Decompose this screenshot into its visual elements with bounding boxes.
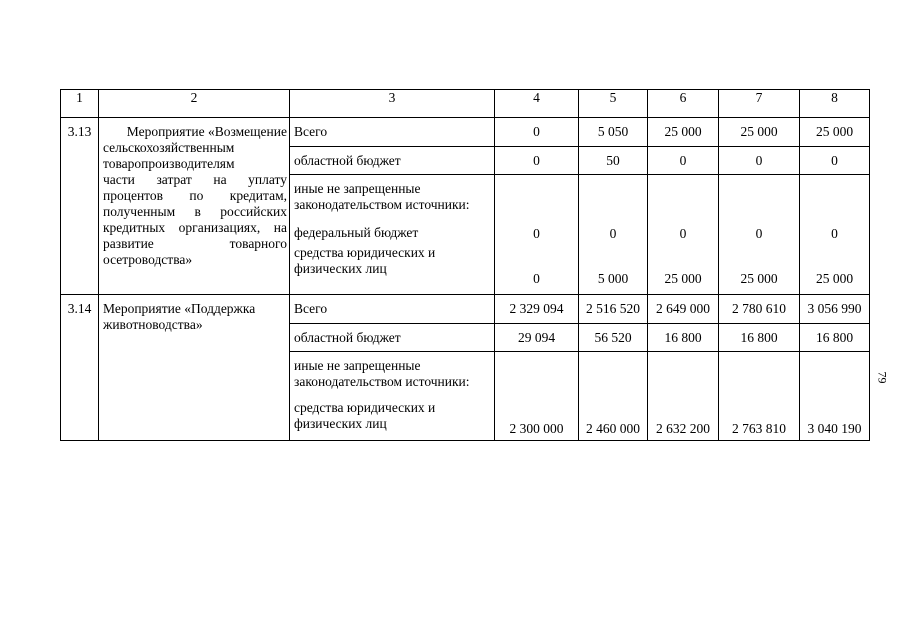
- measure-description: [99, 118, 290, 295]
- description-line: Мероприятие «Возмещение: [126, 124, 287, 139]
- table-row: [61, 295, 870, 324]
- source-line: федеральный бюджет: [294, 225, 419, 240]
- description-line: осетроводства»: [103, 252, 193, 267]
- header-cell: 6: [648, 90, 719, 118]
- header-cell: 1: [61, 90, 99, 118]
- source-line: средства юридических и: [294, 245, 436, 260]
- value-cell: 2 632 200: [648, 352, 719, 441]
- value-cell: 2 763 810: [719, 352, 800, 441]
- source-total: Всего: [290, 295, 495, 324]
- value-cell: 0: [609, 226, 617, 241]
- source-other: [290, 352, 495, 441]
- row-number: 3.14: [61, 295, 99, 441]
- source-line: законодательством источники:: [294, 374, 470, 389]
- value-cell: 2 649 000: [648, 295, 719, 324]
- value-cell: 0: [755, 226, 763, 241]
- page-number: 79: [875, 371, 890, 384]
- table-row: [61, 118, 870, 147]
- value-cell: 25 000: [740, 271, 778, 286]
- description-line: сельскохозяйственным: [103, 140, 235, 155]
- value-cell: 50: [579, 147, 648, 175]
- source-line: физических лиц: [294, 416, 387, 431]
- description-line: животноводства»: [103, 317, 203, 332]
- budget-table: [60, 89, 870, 441]
- value-cell: 0: [831, 226, 838, 241]
- source-line: законодательством источники:: [294, 197, 470, 212]
- header-row: [61, 90, 870, 118]
- description-line: части затрат на уплату: [103, 172, 287, 187]
- description-line: товаропроизводителям: [103, 156, 235, 171]
- value-cell: 0: [648, 147, 719, 175]
- value-cell: 25 000: [648, 118, 719, 147]
- value-cell: 2 300 000: [495, 352, 579, 441]
- value-cell: 16 800: [719, 324, 800, 352]
- source-total: Всего: [290, 118, 495, 147]
- value-column: [495, 175, 579, 295]
- description-line: полученным в российских: [103, 204, 287, 219]
- source-line: средства юридических и: [294, 400, 436, 415]
- value-cell: 0: [495, 118, 579, 147]
- value-cell: 3 040 190: [800, 352, 870, 441]
- value-cell: 3 056 990: [800, 295, 870, 324]
- value-cell: 2 780 610: [719, 295, 800, 324]
- value-cell: 56 520: [579, 324, 648, 352]
- source-line: физических лиц: [294, 261, 387, 276]
- value-cell: 25 000: [800, 118, 870, 147]
- value-cell: 0: [495, 147, 579, 175]
- value-cell: 2 329 094: [495, 295, 579, 324]
- source-other: [290, 175, 495, 295]
- value-cell: 5 000: [597, 271, 629, 286]
- value-cell: 29 094: [495, 324, 579, 352]
- description-line: развитие товарного: [103, 236, 287, 251]
- value-cell: 25 000: [664, 271, 702, 286]
- value-cell: 0: [533, 226, 540, 241]
- value-cell: 16 800: [800, 324, 870, 352]
- header-cell: 4: [495, 90, 579, 118]
- value-cell: 0: [533, 271, 540, 286]
- row-number: 3.13: [61, 118, 99, 295]
- source-line: иные не запрещенные: [294, 358, 421, 373]
- header-cell: 2: [99, 90, 290, 118]
- value-cell: 0: [800, 147, 870, 175]
- source-regional: областной бюджет: [290, 147, 495, 175]
- description-line: кредитных организациях, на: [103, 220, 287, 235]
- value-column: [648, 175, 719, 295]
- value-cell: 5 050: [579, 118, 648, 147]
- value-cell: 2 516 520: [579, 295, 648, 324]
- value-cell: 16 800: [648, 324, 719, 352]
- value-cell: 0: [679, 226, 687, 241]
- description-line: процентов по кредитам,: [103, 188, 287, 203]
- header-cell: 8: [800, 90, 870, 118]
- source-regional: областной бюджет: [290, 324, 495, 352]
- header-cell: 5: [579, 90, 648, 118]
- measure-description: [99, 295, 290, 441]
- value-cell: 0: [719, 147, 800, 175]
- description-line: Мероприятие «Поддержка: [103, 301, 256, 316]
- value-cell: 2 460 000: [579, 352, 648, 441]
- header-cell: 7: [719, 90, 800, 118]
- value-column: [719, 175, 800, 295]
- value-column: [800, 175, 870, 295]
- value-column: [579, 175, 648, 295]
- value-cell: 25 000: [719, 118, 800, 147]
- value-cell: 25 000: [815, 271, 854, 286]
- source-line: иные не запрещенные: [294, 181, 421, 196]
- header-cell: 3: [290, 90, 495, 118]
